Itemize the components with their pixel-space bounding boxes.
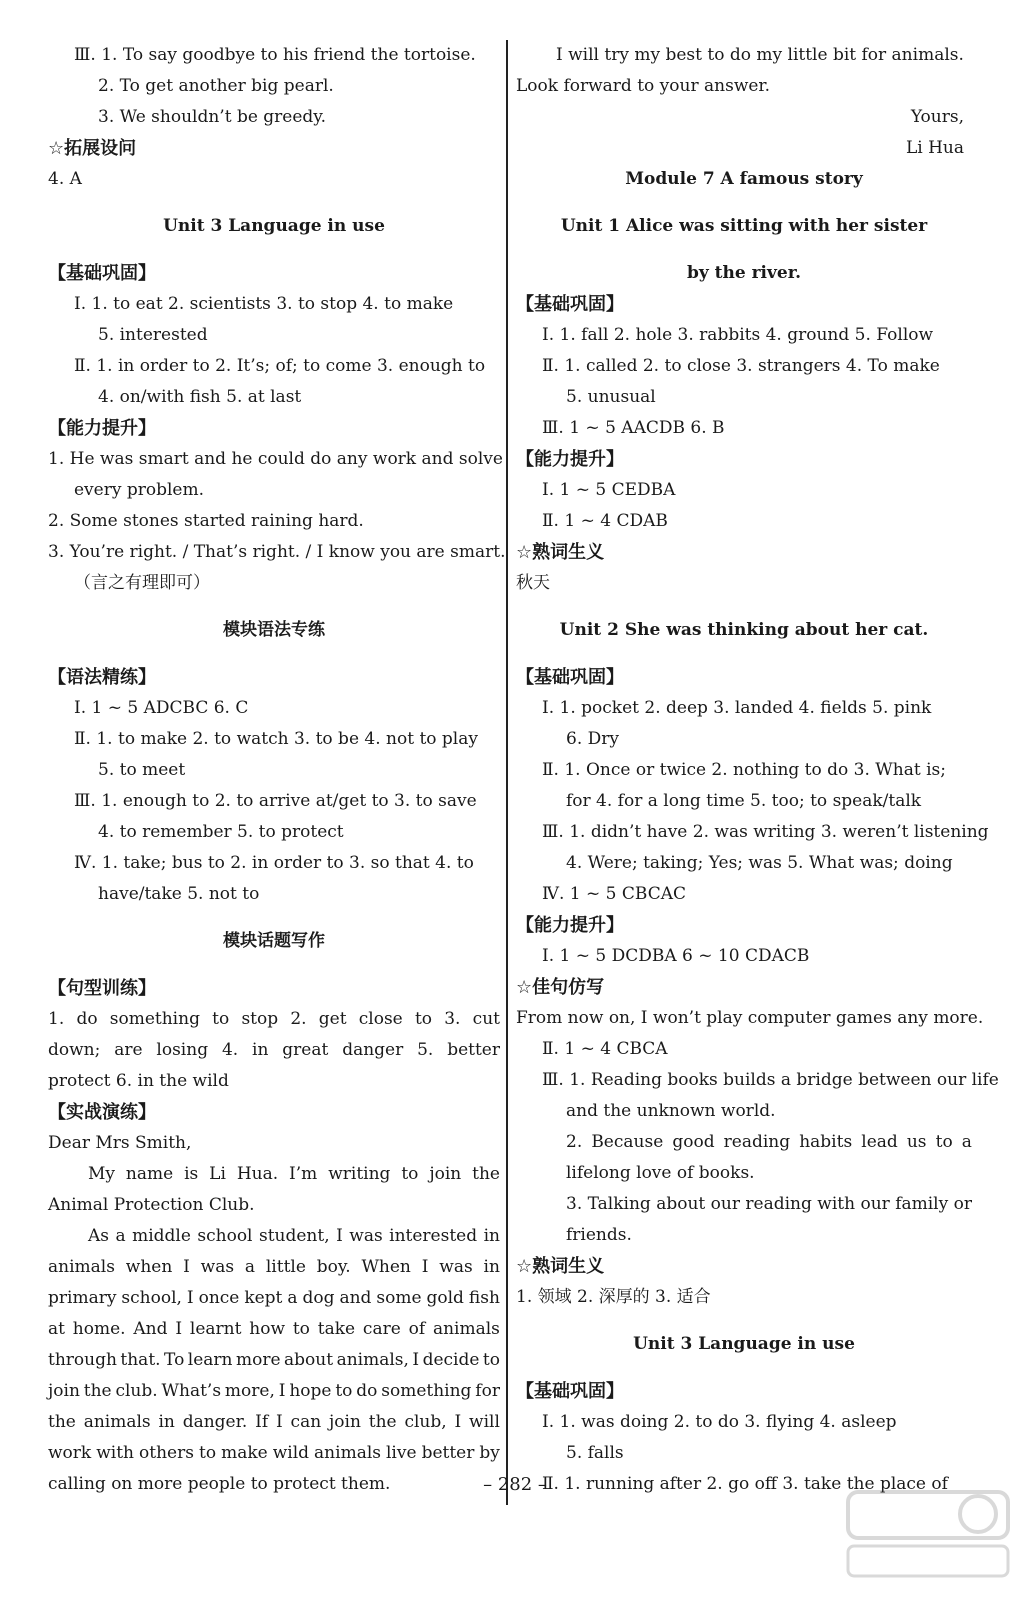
word: close [358,1009,403,1029]
word: I [421,1257,429,1277]
word: school [197,1226,253,1246]
text-line: Yours, [910,107,964,127]
text-line: Ⅳ. 1. take; bus to 2. in order to 3. so that 4. to [74,853,474,873]
word: good [672,1132,715,1152]
word: of [408,1319,426,1339]
word: fish [468,1288,500,1308]
section-heading: 【实战演练】 [48,1102,156,1123]
text-line: 1. He was smart and he could do any work and solve [48,449,503,469]
word: care [362,1319,401,1339]
section-heading: ☆熟词生义 [516,1256,605,1277]
word: My [88,1164,116,1184]
page-number: – 282 – [483,1474,547,1495]
left-column [48,40,506,1500]
word: or [953,1194,972,1214]
text-line: 秋天 [516,573,550,593]
word: home. [72,1319,126,1339]
text-line: for 4. for a long time 5. too; to speak/talk [566,791,922,811]
word: about [284,1350,334,1370]
watermark-logo-icon [838,1484,1018,1584]
word: primary [48,1288,117,1308]
text-line: Ⅱ. 1. Once or twice 2. nothing to do 3. What is; [542,760,946,780]
section-heading: 【基础巩固】 [516,294,624,315]
word: better [447,1040,500,1060]
text-line: Look forward to your answer. [516,76,771,96]
text-line: lifelong love of books. [566,1163,755,1183]
word: down; [48,1040,101,1060]
right-column [516,40,999,1500]
word: Hua. [236,1164,279,1184]
word: learnt [189,1319,242,1339]
word: 2. [290,1009,307,1029]
text-line: Ⅰ. 1 ~ 5 CEDBA [542,480,676,500]
word: wild [272,1443,310,1463]
unit-title: by the river. [686,263,802,283]
word: danger [342,1040,404,1060]
text-line [48,1376,500,1407]
spacer [516,646,972,662]
spacer [48,195,500,211]
spacer [516,599,972,615]
text-line: friends. [566,1225,632,1245]
word: 2. [566,1132,583,1152]
word: the [83,1381,112,1401]
text-line: 2. To get another big pearl. [98,76,334,96]
word: stop [241,1009,279,1029]
word: through [48,1350,117,1370]
word: that. [120,1350,161,1370]
word: more [236,1350,281,1370]
word: the [472,1164,500,1184]
word: once [198,1288,240,1308]
word: 3. [444,1009,461,1029]
word: reading [723,1132,791,1152]
section-heading: 【能力提升】 [516,915,624,936]
text-line [48,1221,500,1252]
unit-title: 模块话题写作 [223,931,325,951]
text-line: Ⅱ. 1 ~ 4 CBCA [542,1039,668,1059]
word: some [376,1288,422,1308]
text-line: Ⅲ. 1. To say goodbye to his friend the tortoise. [74,45,476,65]
text-line [48,1252,500,1283]
text-line: Ⅱ. 1 ~ 4 CDAB [542,511,668,531]
text-line: Li Hua [905,138,964,158]
text-line: protect 6. in the wild [48,1071,229,1091]
word: to [212,1009,230,1029]
text-line: and the unknown world. [566,1101,776,1121]
text-line: From now on, I won’t play computer games any more. [516,1008,984,1028]
text-line: Ⅰ. 1. to eat 2. scientists 3. to stop 4. to make [74,294,454,314]
text-line: Ⅱ. 1. to make 2. to watch 3. to be 4. not to play [74,729,478,749]
section-heading: 【基础巩固】 [516,667,624,688]
word: 4. [221,1040,239,1060]
word: to [335,1381,353,1401]
word: hope [289,1381,332,1401]
word: dog [302,1288,335,1308]
text-line [48,1438,500,1469]
word: is [184,1164,199,1184]
word: club. [115,1381,158,1401]
text-line: Ⅱ. 1. called 2. to close 3. strangers 4. To make [542,356,940,376]
word: a [961,1132,972,1152]
word: Because [591,1132,664,1152]
text-line: I will try my best to do my little bit for animals. [556,45,964,65]
text-line: Ⅲ. 1 ~ 5 AACDB 6. B [542,418,725,438]
spacer [48,242,500,258]
text-line: 4. on/with fish 5. at last [98,387,302,407]
word: and [339,1288,372,1308]
word: us [906,1132,927,1152]
word: take [317,1319,356,1339]
text-line: 1. 领域 2. 深厚的 3. 适合 [516,1287,711,1307]
text-line: have/take 5. not to [98,884,260,904]
word: I [454,1412,462,1432]
word: something [109,1009,200,1029]
word: do [356,1381,378,1401]
word: school, [121,1288,182,1308]
text-line [516,1189,972,1220]
word: a [115,1226,126,1246]
word: animals [314,1443,381,1463]
word: our [860,1194,890,1214]
word: about [656,1194,706,1214]
unit-title: Unit 3 Language in use [633,1334,855,1354]
text-line: 5. falls [566,1443,624,1463]
word: What’s [161,1381,222,1401]
word: to [414,1009,433,1029]
section-heading: 【能力提升】 [516,449,624,470]
word: was [439,1257,473,1277]
word: boy. [316,1257,351,1277]
word: 1. [48,1009,65,1029]
text-line: Ⅰ. 1. fall 2. hole 3. rabbits 4. ground 5. Follow [542,325,934,345]
unit-title: Unit 3 Language in use [163,216,385,236]
word: little [265,1257,306,1277]
word: the [48,1412,76,1432]
word: lead [861,1132,898,1152]
section-heading: 【基础巩固】 [48,263,156,284]
word: something [381,1381,472,1401]
text-line [48,1283,500,1314]
word: club, [404,1412,447,1432]
text-line: Dear Mrs Smith, [48,1133,192,1153]
text-line: （言之有理即可） [74,573,210,593]
word: student, [258,1226,330,1246]
text-line: 4. A [48,169,82,189]
word: cut [472,1009,500,1029]
word: great [282,1040,329,1060]
word: to [935,1132,953,1152]
text-line: Ⅰ. 1. pocket 2. deep 3. landed 4. fields 5. pink [542,698,932,718]
section-heading: 【基础巩固】 [516,1381,624,1402]
word: was [200,1257,235,1277]
text-line [48,1035,500,1066]
text-line: Ⅰ. 1. was doing 2. to do 3. flying 4. asleep [542,1412,897,1432]
text-line: 3. You’re right. / That’s right. / I know you are smart. [48,542,506,562]
column-divider [506,40,508,1505]
word: animals [83,1412,151,1432]
text-line [48,1159,500,1190]
section-heading: 【语法精练】 [48,667,156,688]
word: name [125,1164,174,1184]
word: I [412,1350,420,1370]
unit-title: Module 7 A famous story [625,169,863,189]
text-line [48,1345,500,1376]
text-line: 2. Some stones started raining hard. [48,511,364,531]
word: decide [422,1350,480,1370]
word: our [710,1194,740,1214]
word: in [483,1226,500,1246]
word: I [336,1226,343,1246]
spacer [48,957,500,973]
text-line: Ⅱ. 1. running after 2. go off 3. take the place of [542,1474,948,1494]
word: I [175,1319,183,1339]
text-line: 5. unusual [566,387,656,407]
word: work [48,1443,92,1463]
word: will [469,1412,500,1432]
word: in [252,1040,269,1060]
word: with [817,1194,856,1214]
text-line: 4. Were; taking; Yes; was 5. What was; doing [566,853,953,873]
word: learn [187,1350,233,1370]
text-line: Ⅲ. 1. Reading books builds a bridge between our life [542,1070,999,1090]
section-heading: 【能力提升】 [48,418,156,439]
word: are [114,1040,143,1060]
spacer [48,646,500,662]
text-line: Ⅲ. 1. enough to 2. to arrive at/get to 3. to save [74,791,477,811]
word: animals [432,1319,500,1339]
word: And [133,1319,168,1339]
word: at [48,1319,65,1339]
word: was [349,1226,383,1246]
word: live [386,1443,417,1463]
word: to [482,1350,500,1370]
spacer [48,599,500,615]
text-line: 5. to meet [98,760,186,780]
word: when [125,1257,173,1277]
spacer [516,1360,972,1376]
section-heading: ☆佳句仿写 [516,977,605,998]
text-line: Ⅰ. 1 ~ 5 ADCBC 6. C [74,698,249,718]
word: animals, [336,1350,409,1370]
unit-title: Unit 2 She was thinking about her cat. [559,620,929,640]
word: to [401,1164,419,1184]
word: interested [389,1226,478,1246]
word: habits [799,1132,853,1152]
section-heading: ☆熟词生义 [516,542,605,563]
word: to [198,1443,217,1463]
spacer [516,242,972,258]
word: the [368,1412,397,1432]
word: 3. [566,1194,583,1214]
text-line: every problem. [74,480,205,500]
word: 5. [417,1040,434,1060]
word: I [183,1257,190,1277]
text-line: Ⅱ. 1. in order to 2. It’s; of; to come 3. enough to [74,356,486,376]
text-line: Ⅲ. 1. didn’t have 2. was writing 3. weren’t listening [542,822,989,842]
section-heading: 【句型训练】 [48,978,156,999]
word: I’m [289,1164,318,1184]
word: As [88,1226,110,1246]
spacer [516,1313,972,1329]
word: a [287,1288,298,1308]
word: for [475,1381,500,1401]
text-line: calling on more people to protect them. [48,1474,391,1494]
text-line [516,1127,972,1158]
text-line [48,1314,500,1345]
text-line: 6. Dry [566,729,619,749]
text-line: Animal Protection Club. [48,1195,255,1215]
text-line: 4. to remember 5. to protect [98,822,344,842]
word: better [421,1443,475,1463]
word: If [255,1412,269,1432]
word: make [221,1443,268,1463]
text-line: 5. interested [98,325,208,345]
word: can [290,1412,322,1432]
section-heading: ☆拓展设问 [48,138,137,159]
word: I [278,1381,286,1401]
word: more, [224,1381,275,1401]
text-line [48,1407,500,1438]
word: join [329,1412,361,1432]
word: middle [132,1226,191,1246]
word: animals [48,1257,115,1277]
word: losing [156,1040,209,1060]
text-line: Ⅰ. 1 ~ 5 DCDBA 6 ~ 10 CDACB [542,946,810,966]
text-line: 3. We shouldn’t be greedy. [98,107,327,127]
word: get [318,1009,347,1029]
text-line: Ⅳ. 1 ~ 5 CBCAC [542,884,686,904]
unit-title: Unit 1 Alice was sitting with her sister [560,216,928,236]
spacer [516,195,972,211]
word: writing [328,1164,391,1184]
word: in [158,1412,175,1432]
word: by [479,1443,500,1463]
word: To [164,1350,185,1370]
word: join [48,1381,80,1401]
word: to [292,1319,310,1339]
word: others [139,1443,194,1463]
word: I [275,1412,283,1432]
word: Li [209,1164,226,1184]
word: Talking [587,1194,651,1214]
unit-title: 模块语法专练 [223,620,325,640]
word: kept [244,1288,283,1308]
spacer [48,910,500,926]
word: join [429,1164,462,1184]
word: do [76,1009,98,1029]
word: in [483,1257,500,1277]
word: I [186,1288,194,1308]
word: gold [426,1288,464,1308]
word: When [361,1257,411,1277]
text-line [48,1004,500,1035]
word: how [249,1319,286,1339]
word: danger. [182,1412,248,1432]
word: reading [745,1194,812,1214]
word: family [895,1194,949,1214]
word: with [96,1443,135,1463]
word: a [244,1257,256,1277]
